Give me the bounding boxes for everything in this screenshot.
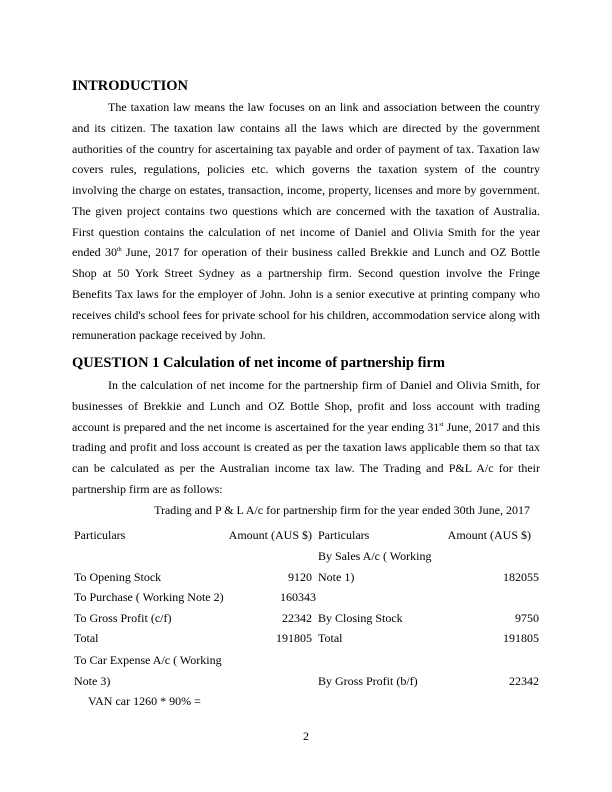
intro-text-cont: June, 2017 for operation of their business called Brekkie and Lunch and OZ Bottle Shop at 50 York Street Sydney as a partnership firm. Second question involve the Fringe Benefits Tax laws for the employer of John. John is a senior executive at printing company who receives child's school fees for private school for his children, accommodation service along with remuneration package received by John. (72, 245, 540, 343)
car-expense-label-line2: Note 3) (74, 674, 111, 688)
page-number: 2 (303, 729, 309, 743)
header-particulars-left: Particulars (74, 528, 126, 542)
gross-profit-bf-value: 22342 (509, 674, 539, 688)
question-1-heading: QUESTION 1 Calculation of net income of partnership firm (72, 355, 445, 371)
car-expense-label-line1: To Car Expense A/c ( Working (74, 653, 222, 667)
intro-text: The taxation law means the law focuses on an link and association between the country and its citizen. The taxation law contains all the laws which are directed by the government authorities of the country for ascertaining tax payable and order of payment of tax. Taxation law covers rules, regulations, policies etc. which governs the taxation system of the country involving the charge on estates, transaction, income, property, licenses and more by government. The given project contains two questions which are concerned with the taxation of Australia. First question contains the calculation of net income of Daniel and Olivia Smith for the year ended 30 (72, 100, 540, 260)
purchase-label: To Purchase ( Working Note 2) (74, 590, 224, 604)
purchase-value: 160343 (280, 590, 316, 604)
q1-sup: st (439, 421, 444, 428)
sales-label-line1: By Sales A/c ( Working (318, 549, 432, 563)
sales-label-line2: Note 1) (318, 570, 355, 584)
q1-text: In the calculation of net income for the partnership firm of Daniel and Olivia Smith, for businesses of Brekkie and Lunch and OZ Bottle Shop, profit and loss account with trading account is prepared and the net income is ascertained for the year ending 31 (72, 378, 540, 434)
gross-profit-cf-label: To Gross Profit (c/f) (74, 611, 172, 625)
header-amount-right: Amount (AUS $) (447, 528, 531, 542)
header-particulars-right: Particulars (318, 528, 370, 542)
gross-profit-bf-label: By Gross Profit (b/f) (318, 674, 418, 688)
intro-heading: INTRODUCTION (72, 78, 189, 94)
total-label-right: Total (318, 631, 343, 645)
van-car-line: VAN car 1260 * 90% = (88, 694, 201, 708)
sales-value: 182055 (503, 570, 539, 584)
gross-profit-cf-value: 22342 (282, 611, 312, 625)
header-amount-left: Amount (AUS $) (228, 528, 312, 542)
closing-stock-value: 9750 (515, 611, 539, 625)
closing-stock-label: By Closing Stock (318, 611, 403, 625)
table-caption: Trading and P & L A/c for partnership firm for the year ended 30th June, 2017 (154, 503, 530, 517)
total-label-left: Total (74, 631, 99, 645)
opening-stock-value: 9120 (288, 570, 312, 584)
total-value-right: 191805 (503, 631, 539, 645)
intro-sup: th (116, 247, 122, 254)
total-value-left: 191805 (276, 631, 312, 645)
intro-paragraph (72, 97, 540, 346)
opening-stock-label: To Opening Stock (74, 570, 162, 584)
question-1-paragraph (72, 375, 540, 500)
q1-text-cont: June, 2017 and this trading and profit and loss account is created as per the taxation laws applicable them so that tax can be calculated as per the Australian income tax law. The Trading and P&L A/c for their partnership firm are as follows: (72, 419, 540, 496)
